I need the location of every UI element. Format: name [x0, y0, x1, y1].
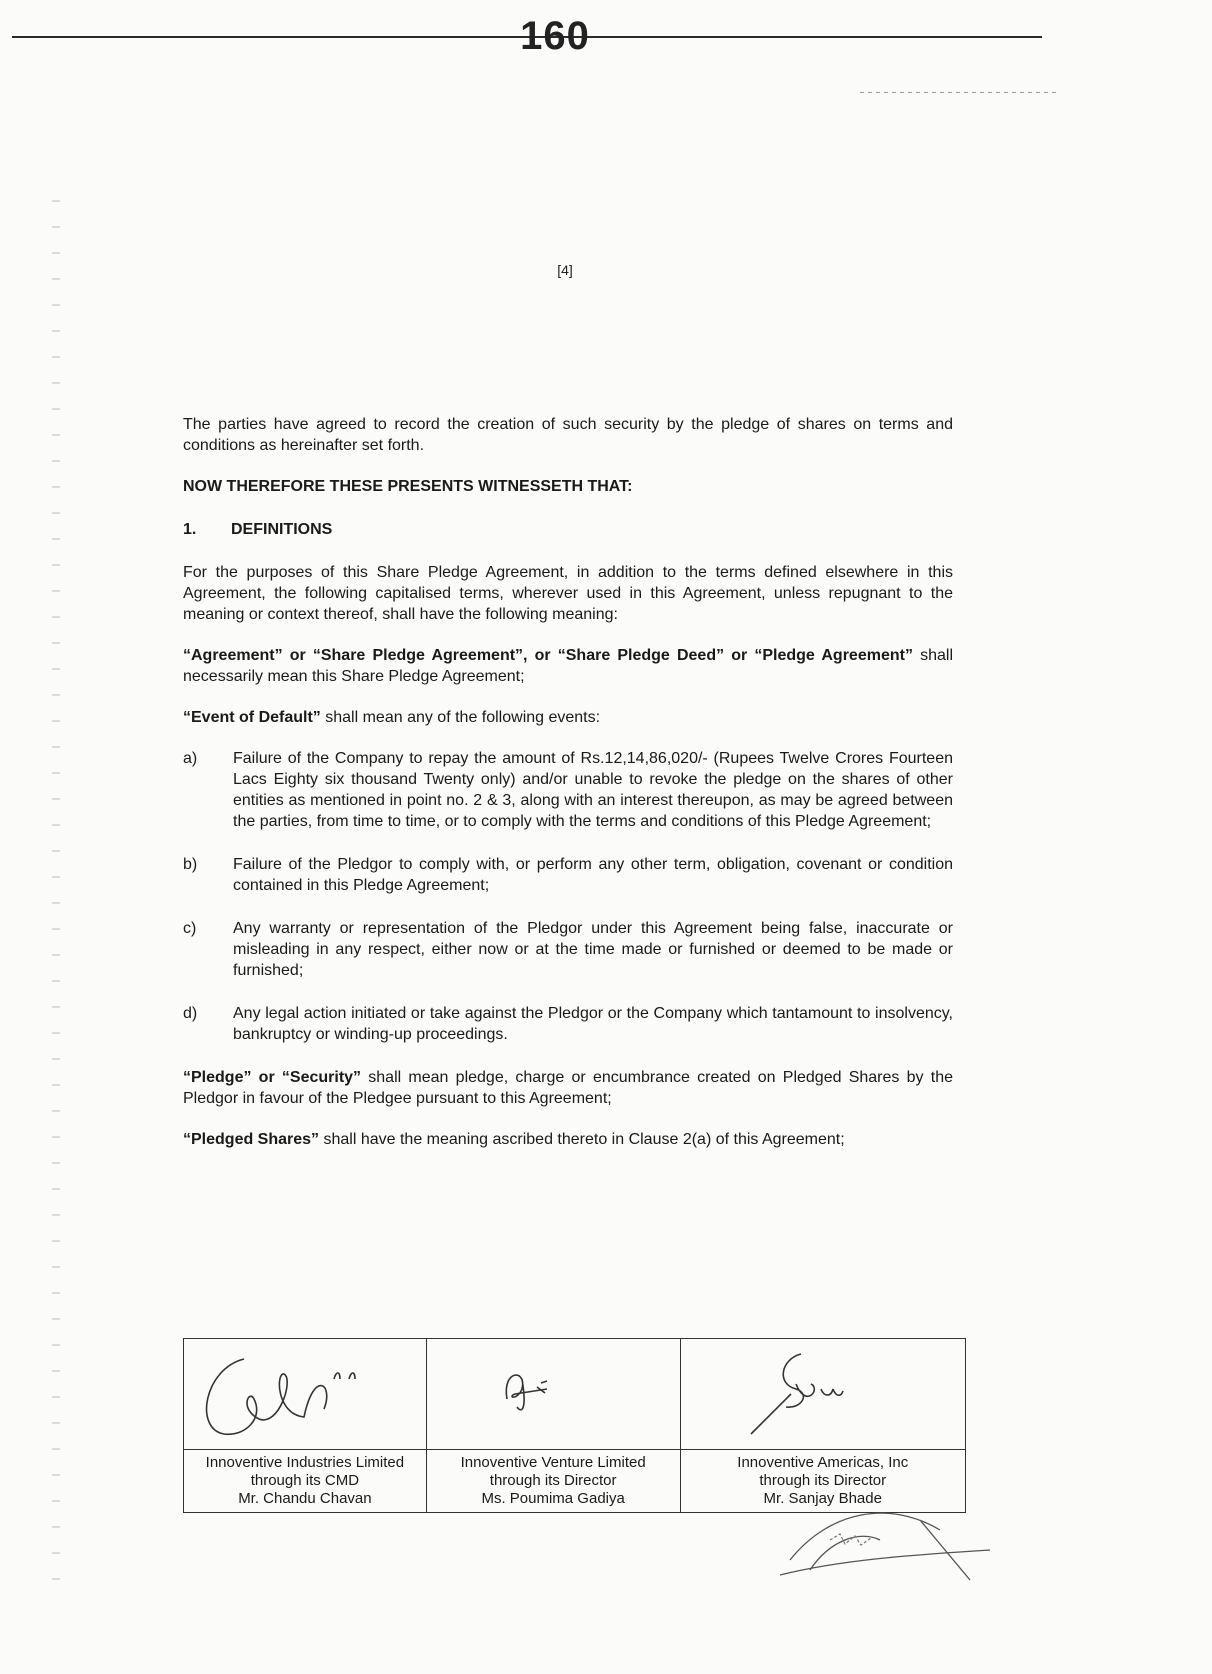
item-text: Any warranty or representation of the Pledgor under this Agreement being false, inaccurate or misleading in any respect, either now or at the time made or furnished or deemed to be made or furnished;: [233, 920, 953, 979]
signature-cell: [680, 1339, 966, 1450]
item-label: d): [183, 1005, 198, 1022]
definition-event-of-default: [183, 707, 953, 728]
item-label: b): [183, 856, 198, 873]
signature-1-icon: [184, 1339, 427, 1449]
signature-cell: [426, 1339, 680, 1450]
notary-stamp-icon: [770, 1500, 1000, 1590]
item-text: Failure of the Pledgor to comply with, or perform any other term, obligation, covenant or condition contained in this Pledge Agreement;: [233, 856, 953, 894]
section-title: DEFINITIONS: [231, 521, 333, 538]
definition-text: shall necessarily mean this Share Pledge Agreement;: [183, 647, 953, 685]
definition-text: shall have the meaning ascribed thereto in Clause 2(a) of this Agreement;: [319, 1131, 845, 1148]
definition-term: “Agreement” or “Share Pledge Agreement”, or “Share Pledge Deed” or “Pledge Agreement”: [183, 647, 913, 664]
signatory-company: Innoventive Venture Limited: [460, 1454, 646, 1471]
scan-artifact-dash: [860, 92, 1060, 93]
signature-2-icon: [427, 1339, 681, 1449]
intro-paragraph: The parties have agreed to record the creation of such security by the pledge of shares on terms and conditions as hereinafter set forth.: [183, 416, 953, 454]
definition-term: “Pledged Shares”: [183, 1131, 320, 1148]
signatory-role: through its CMD: [250, 1472, 360, 1489]
list-item: [183, 748, 953, 832]
document-body: [183, 414, 953, 1170]
signatory-company: Innoventive Industries Limited: [205, 1454, 405, 1471]
signature-cell: [184, 1339, 427, 1450]
signatory-person: Ms. Poumima Gadiya: [481, 1490, 625, 1507]
item-text: Failure of the Company to repay the amount of Rs.12,14,86,020/- (Rupees Twelve Crores Fourteen Lacs Eighty six thousand Twenty only) and/or unable to revoke the pledge on the shares of other entities as mentioned in point no. 2 & 3, along with an interest thereupon, as may be agreed between the parties, from time to time, or to comply with the terms and conditions of this Pledge Agreement;: [233, 750, 953, 830]
signatory-role: through its Director: [759, 1472, 887, 1489]
definition-pledge: [183, 1067, 953, 1109]
definition-agreement: [183, 645, 953, 687]
definition-pledged-shares: [183, 1129, 953, 1150]
signatory-1: [184, 1450, 427, 1513]
page-number: 160: [520, 14, 590, 58]
definition-text: shall mean any of the following events:: [320, 709, 601, 726]
definition-text: shall mean pledge, charge or encumbrance created on Pledged Shares by the Pledgor in favour of the Pledgee pursuant to this Agreement;: [183, 1069, 954, 1107]
signatory-company: Innoventive Americas, Inc: [737, 1454, 909, 1471]
list-item: [183, 1003, 953, 1045]
signatory-person: Mr. Chandu Chavan: [238, 1490, 372, 1507]
item-label: c): [183, 920, 197, 937]
signature-table: [183, 1338, 966, 1513]
section-number: 1.: [183, 521, 197, 538]
list-item: [183, 918, 953, 981]
item-text: Any legal action initiated or take against the Pledgor or the Company which tantamount to insolvency, bankruptcy or winding-up proceedings.: [233, 1005, 953, 1043]
events-list: [183, 748, 953, 1045]
signatory-role: through its Director: [489, 1472, 617, 1489]
definition-term: “Pledge” or “Security”: [183, 1069, 362, 1086]
signature-3-icon: [681, 1339, 967, 1449]
signatory-person: Mr. Sanjay Bhade: [763, 1490, 882, 1507]
list-item: [183, 854, 953, 896]
definition-term: “Event of Default”: [183, 709, 321, 726]
witnesseth-heading: NOW THEREFORE THESE PRESENTS WITNESSETH THAT:: [183, 478, 633, 495]
signatory-2: [426, 1450, 680, 1513]
definitions-intro: For the purposes of this Share Pledge Agreement, in addition to the terms defined elsewhere in this Agreement, the following capitalised terms, wherever used in this Agreement, unless repugnant to the meaning or context thereof, shall have the following meaning:: [183, 564, 953, 623]
section-heading: [183, 519, 953, 540]
scan-artifact: [52, 200, 60, 1600]
sub-page-number: [4]: [557, 262, 573, 278]
item-label: a): [183, 750, 198, 767]
